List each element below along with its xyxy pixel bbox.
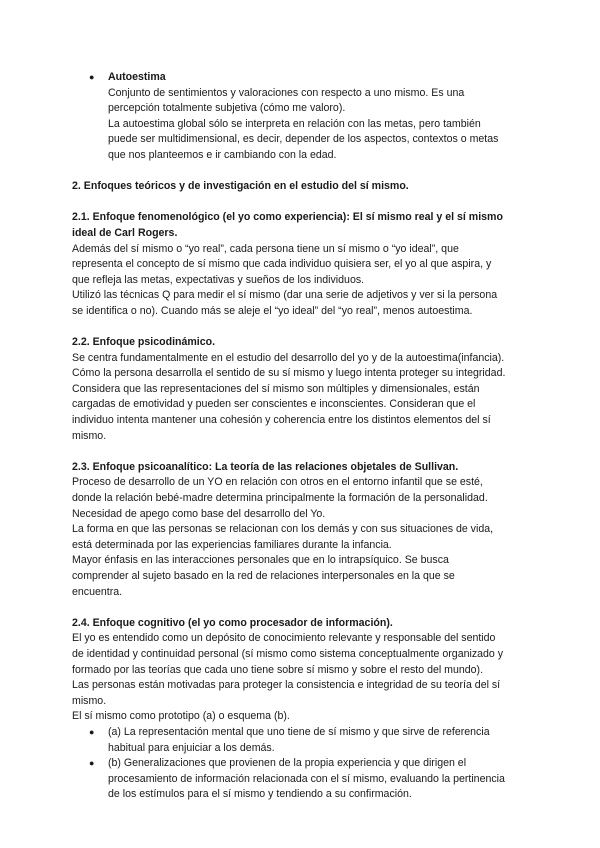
autoestima-line: que nos planteemos e ir cambiando con la edad. — [108, 148, 337, 161]
paragraph-line: de identidad y continuidad personal (sí mismo como sistema conceptualmente organizado y — [72, 647, 504, 660]
list-item-line: (b) Generalizaciones que provienen de la propia experiencia y que dirigen el — [108, 757, 467, 770]
autoestima-title: Autoestima — [108, 71, 166, 83]
paragraph-line: mismo. — [72, 429, 107, 442]
section-2-4-heading: 2.4. Enfoque cognitivo (el yo como procesador de información). — [72, 616, 393, 629]
list-item-line: procesamiento de información relacionada con el sí mismo, evaluando la pertinencia — [108, 772, 505, 785]
paragraph-line: El yo es entendido como un depósito de conocimiento relevante y responsable del sentido — [72, 632, 496, 645]
paragraph-line: donde la relación bebé-madre determina principalmente la formación de la personalidad. — [72, 492, 488, 505]
bullet-icon: ● — [89, 726, 95, 737]
paragraph-line: cargadas de emotividad y pueden ser conscientes e inconscientes. Consideran que el — [72, 398, 476, 411]
list-item-line: de los estímulos para el sí mismo y tendiendo a su confirmación. — [108, 788, 412, 801]
list-item — [72, 725, 534, 756]
list-item-line: (a) La representación mental que uno tiene de sí mismo y que sirve de referencia — [108, 725, 490, 738]
autoestima-bullet — [72, 70, 534, 164]
paragraph-line: Se centra fundamentalmente en el estudio del desarrollo del yo y de la autoestima(infancia). — [72, 351, 505, 364]
bullet-icon: ● — [89, 758, 95, 769]
section-2-3-heading: 2.3. Enfoque psicoanalítico: La teoría de las relaciones objetales de Sullivan. — [72, 460, 459, 473]
paragraph-line: Considera que las representaciones del sí mismo son múltiples y dimensionales, están — [72, 382, 480, 395]
paragraph-line: Necesidad de apego como base del desarrollo del Yo. — [72, 507, 326, 520]
paragraph-line: comprender al sujeto basado en la red de relaciones interpersonales en la que se — [72, 570, 455, 582]
autoestima-line: La autoestima global sólo se interpreta en relación con las metas, pero también — [108, 117, 481, 130]
paragraph-line: formado por las teorías que cada uno tiene sobre sí mismo y sobre el resto del mundo). — [72, 663, 484, 676]
paragraph-line: Además del sí mismo o “yo real”, cada persona tiene un sí mismo o “yo ideal”, que — [72, 242, 459, 255]
paragraph-line: individuo intenta mantener una cohesión y coherencia entre los distintos elementos del sí — [72, 414, 491, 427]
section-2-heading: 2. Enfoques teóricos y de investigación en el estudio del sí mismo. — [72, 180, 409, 193]
paragraph-line: Mayor énfasis en las interacciones personales que en lo intrapsíquico. Se busca — [72, 554, 449, 567]
section-2-1-heading: 2.1. Enfoque fenomenológico (el yo como experiencia): El sí mismo real y el sí mismo — [72, 211, 503, 224]
paragraph-line: Cómo la persona desarrolla el sentido de su sí mismo y luego intenta proteger su integridad. — [72, 367, 506, 380]
section-2-2-heading: 2.2. Enfoque psicodinámico. — [72, 336, 216, 349]
list-item-line: habitual para enjuiciar a los demás. — [108, 741, 275, 754]
autoestima-line: puede ser multidimensional, es decir, depender de los aspectos, contextos o metas — [108, 133, 499, 146]
autoestima-line: percepción totalmente subjetiva (cómo me valoro). — [108, 102, 346, 115]
paragraph-line: El sí mismo como prototipo (a) o esquema (b). — [72, 710, 290, 723]
document-page — [72, 70, 534, 803]
bullet-icon: ● — [89, 72, 95, 82]
paragraph-line: representa el concepto de sí mismo que cada individuo quisiera ser, el yo al que aspira, y — [72, 258, 492, 271]
paragraph-line: se identifica o no). Cuando más se aleje el “yo ideal” del “yo real”, menos autoestima. — [72, 304, 473, 317]
paragraph-line: mismo. — [72, 694, 107, 707]
paragraph-line: está determinada por las experiencias familiares durante la infancia. — [72, 538, 392, 551]
paragraph-line: que refleja las metas, expectativas y sueños de los individuos. — [72, 273, 365, 286]
list-item — [72, 756, 534, 803]
paragraph-line: La forma en que las personas se relacionan con los demás y con sus situaciones de vida, — [72, 523, 494, 536]
paragraph-line: encuentra. — [72, 585, 123, 598]
autoestima-line: Conjunto de sentimientos y valoraciones con respecto a uno mismo. Es una — [108, 86, 465, 99]
paragraph-line: Las personas están motivadas para proteger la consistencia e integridad de su teoría del sí — [72, 679, 501, 692]
paragraph-line: Proceso de desarrollo de un YO en relación con otros en el entorno infantil que se esté, — [72, 476, 483, 489]
paragraph-line: Utilizó las técnicas Q para medir el sí mismo (dar una serie de adjetivos y ver si la persona — [72, 289, 498, 302]
section-2-1-heading: ideal de Carl Rogers. — [72, 226, 178, 239]
